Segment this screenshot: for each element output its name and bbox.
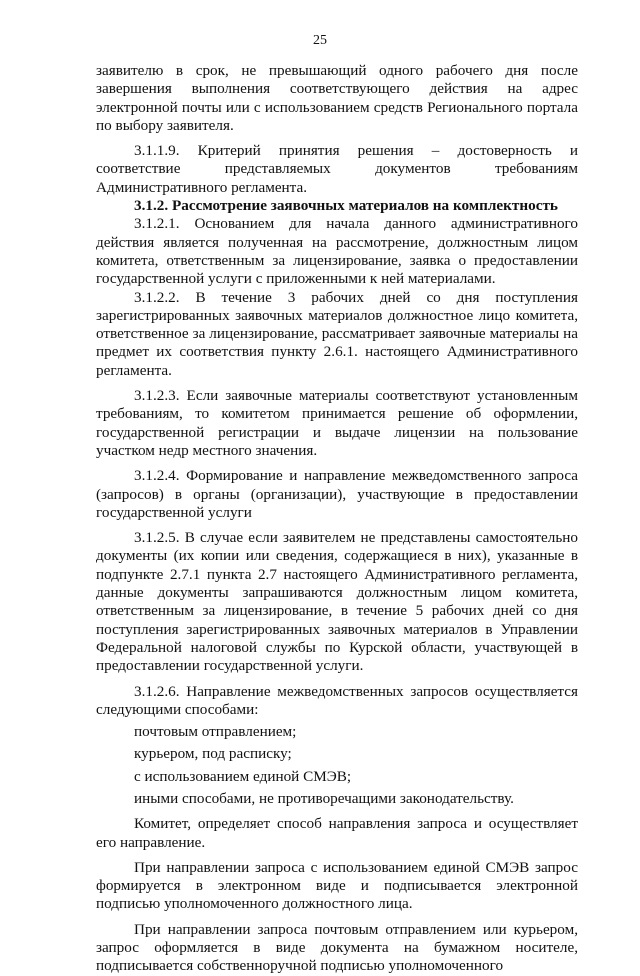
- paragraph-3-1-2-3: 3.1.2.3. Если заявочные материалы соответствуют установленным требованиям, то комитетом принимается решение об оформлении, государственной регистрации и выдаче лицензии на пользование участком недр местного значения.: [96, 387, 578, 459]
- paragraph-3-1-2-5: 3.1.2.5. В случае если заявителем не представлены самостоятельно документы (их копии или сведения, содержащиеся в них), указанные в подпункте 2.7.1 пункта 2.7 настоящего Административного регламента, данные документы запрашиваются должностным лицом комитета, ответственным за лицензирование, в течение 5 рабочих дней со дня поступления зарегистрированных заявочных материалов в Управлении Федеральной налоговой службы по Курской области, участвующей в предоставлении государственной услуги.: [96, 529, 578, 675]
- list-item-mail: почтовым отправлением;: [134, 723, 297, 741]
- paragraph-3-1-2-1: 3.1.2.1. Основанием для начала данного административного действия является полученная на рассмотрение, должностным лицом комитета, ответственным за лицензирование, заявка о предоставлении государственной услуги с приложенными к ней материалами.: [96, 215, 578, 288]
- section-heading-3-1-2: 3.1.2. Рассмотрение заявочных материалов на комплектность: [134, 197, 558, 215]
- list-item-other: иными способами, не противоречащими законодательству.: [134, 789, 514, 807]
- list-item-smev: с использованием единой СМЭВ;: [134, 767, 352, 785]
- paragraph-3-1-2-6: 3.1.2.6. Направление межведомственных запросов осуществляется следующими способами:: [96, 682, 578, 718]
- paragraph-continuation: заявителю в срок, не превышающий одного рабочего дня после завершения выполнения соответствующего действия на адрес электронной почты или с использованием средств Регионального портала по выбору заявителя.: [96, 62, 578, 134]
- document-body: [96, 62, 578, 976]
- paragraph-3-1-2-4: 3.1.2.4. Формирование и направление межведомственного запроса (запросов) в органы (организации), участвующие в предоставлении государственной услуги: [96, 467, 578, 521]
- paragraph-method: Комитет, определяет способ направления запроса и осуществляет его направление.: [96, 815, 578, 851]
- page-number: 25: [313, 33, 327, 48]
- paragraph-3-1-2-2: 3.1.2.2. В течение 3 рабочих дней со дня поступления зарегистрированных заявочных материалов должностное лицо комитета, ответственное за лицензирование, рассматривает заявочные материалы на предмет их соответствия пункту 2.6.1. настоящего Административного регламента.: [96, 288, 578, 379]
- paragraph-paper-request: При направлении запроса почтовым отправлением или курьером, запрос оформляется в виде документа на бумажном носителе, подписывается собственноручной подписью уполномоченного: [96, 920, 578, 975]
- paragraph-smev-request: При направлении запроса с использованием единой СМЭВ запрос формируется в электронном виде и подписывается электронной подписью уполномоченного должностного лица.: [96, 858, 578, 913]
- paragraph-3-1-1-9: 3.1.1.9. Критерий принятия решения – достоверность и соответствие представляемых документов требованиям Административного регламента.: [96, 142, 578, 196]
- list-item-courier: курьером, под расписку;: [134, 745, 292, 763]
